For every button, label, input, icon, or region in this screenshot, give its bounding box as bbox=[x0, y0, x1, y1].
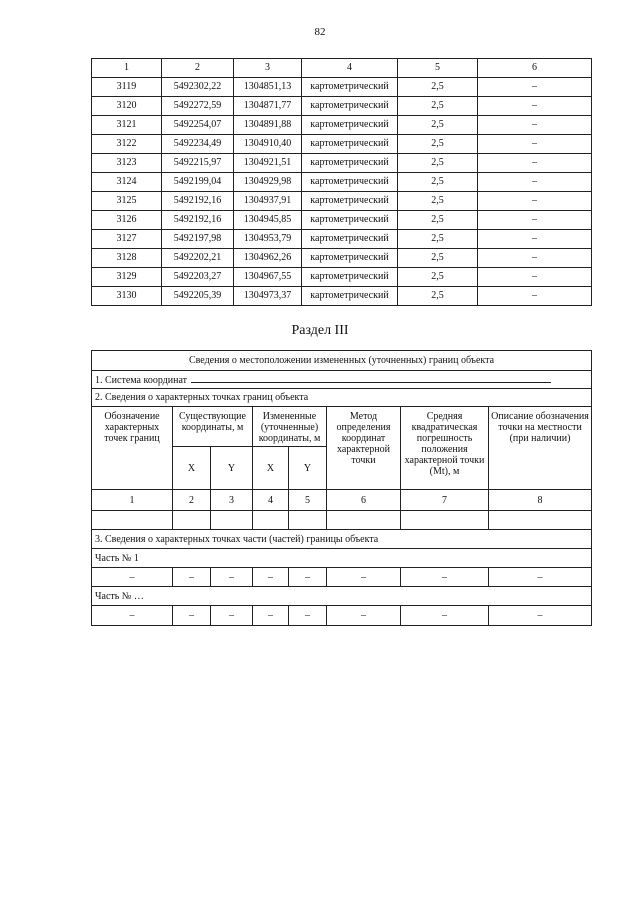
table-cell: картометрический bbox=[302, 135, 398, 154]
col-number: 2 bbox=[173, 490, 211, 511]
table-cell: 2,5 bbox=[398, 173, 478, 192]
table-row bbox=[92, 173, 592, 192]
empty-cell bbox=[173, 511, 211, 530]
table-cell: – bbox=[478, 249, 592, 268]
table-cell: – bbox=[478, 78, 592, 97]
dash-cell: – bbox=[489, 568, 592, 587]
table-cell: картометрический bbox=[302, 192, 398, 211]
column-header: 3 bbox=[234, 59, 302, 78]
table-cell: – bbox=[478, 268, 592, 287]
dash-cell: – bbox=[92, 606, 173, 626]
table-cell: 3127 bbox=[92, 230, 162, 249]
existing-y-header: Y bbox=[211, 447, 253, 490]
empty-cell bbox=[211, 511, 253, 530]
table-cell: 5492199,04 bbox=[162, 173, 234, 192]
table-cell: 3123 bbox=[92, 154, 162, 173]
existing-x-header: X bbox=[173, 447, 211, 490]
table-cell: 5492234,49 bbox=[162, 135, 234, 154]
table-cell: картометрический bbox=[302, 173, 398, 192]
points-title: 2. Сведения о характерных точках границ объекта bbox=[92, 389, 592, 407]
column-header: 2 bbox=[162, 59, 234, 78]
coordinates-table-body bbox=[92, 59, 592, 306]
table-cell: 1304871,77 bbox=[234, 97, 302, 116]
table-cell: 3126 bbox=[92, 211, 162, 230]
table-cell: – bbox=[478, 173, 592, 192]
table-cell: – bbox=[478, 154, 592, 173]
col-designation-header: Обозначение характерных точек границ bbox=[92, 407, 173, 490]
table-cell: 1304953,79 bbox=[234, 230, 302, 249]
table-cell: 1304973,37 bbox=[234, 287, 302, 306]
table-cell: картометрический bbox=[302, 97, 398, 116]
col-number: 6 bbox=[327, 490, 401, 511]
dash-cell: – bbox=[327, 606, 401, 626]
table-cell: 1304910,40 bbox=[234, 135, 302, 154]
col-number: 1 bbox=[92, 490, 173, 511]
table-cell: 1304945,85 bbox=[234, 211, 302, 230]
table-cell: 2,5 bbox=[398, 135, 478, 154]
table-cell: картометрический bbox=[302, 249, 398, 268]
table-cell: 2,5 bbox=[398, 268, 478, 287]
coord-system-label: 1. Система координат bbox=[95, 374, 188, 386]
partn-title-row bbox=[92, 587, 592, 606]
boundary-info-table bbox=[91, 350, 592, 626]
dash-cell: – bbox=[289, 606, 327, 626]
table-caption: Сведения о местоположении измененных (уточненных) границ объекта bbox=[92, 351, 592, 371]
table-cell: 2,5 bbox=[398, 287, 478, 306]
column-header: 6 bbox=[478, 59, 592, 78]
table-cell: 3125 bbox=[92, 192, 162, 211]
table-cell: 5492192,16 bbox=[162, 192, 234, 211]
table-cell: 1304921,51 bbox=[234, 154, 302, 173]
col-changed-header: Измененные (уточненные) координаты, м bbox=[253, 407, 327, 447]
table-row bbox=[92, 97, 592, 116]
parts-title-row bbox=[92, 530, 592, 549]
table-cell: – bbox=[478, 287, 592, 306]
table-cell: – bbox=[478, 135, 592, 154]
col-method-header: Метод определения координат характерной точки bbox=[327, 407, 401, 490]
column-header: 1 bbox=[92, 59, 162, 78]
table-cell: 5492302,22 bbox=[162, 78, 234, 97]
table-row bbox=[92, 230, 592, 249]
column-numbers-row bbox=[92, 490, 592, 511]
table-cell: – bbox=[478, 97, 592, 116]
col-number: 3 bbox=[211, 490, 253, 511]
table-cell: картометрический bbox=[302, 230, 398, 249]
changed-x-header: X bbox=[253, 447, 289, 490]
empty-cell bbox=[401, 511, 489, 530]
empty-data-row bbox=[92, 511, 592, 530]
table-cell: 3130 bbox=[92, 287, 162, 306]
table-cell: 3129 bbox=[92, 268, 162, 287]
header-row-1 bbox=[92, 407, 592, 447]
dash-cell: – bbox=[401, 606, 489, 626]
table-cell: 3120 bbox=[92, 97, 162, 116]
table-cell: 5492197,98 bbox=[162, 230, 234, 249]
table-cell: 1304937,91 bbox=[234, 192, 302, 211]
table-cell: 2,5 bbox=[398, 154, 478, 173]
column-header: 4 bbox=[302, 59, 398, 78]
coord-system-row bbox=[92, 371, 592, 389]
empty-cell bbox=[327, 511, 401, 530]
dash-cell: – bbox=[289, 568, 327, 587]
table-cell: 2,5 bbox=[398, 249, 478, 268]
table-cell: картометрический bbox=[302, 154, 398, 173]
table-row bbox=[92, 211, 592, 230]
table-row bbox=[92, 268, 592, 287]
coordinates-table bbox=[91, 58, 592, 306]
table-cell: картометрический bbox=[302, 268, 398, 287]
col-number: 4 bbox=[253, 490, 289, 511]
part1-data-row bbox=[92, 568, 592, 587]
table-cell: 2,5 bbox=[398, 211, 478, 230]
table-cell: картометрический bbox=[302, 116, 398, 135]
part1-title: Часть № 1 bbox=[92, 549, 592, 568]
table-cell: 1304962,26 bbox=[234, 249, 302, 268]
coord-system-cell bbox=[92, 371, 592, 389]
table-cell: 2,5 bbox=[398, 116, 478, 135]
table-cell: – bbox=[478, 230, 592, 249]
table-row bbox=[92, 154, 592, 173]
partn-title: Часть № … bbox=[92, 587, 592, 606]
parts-title: 3. Сведения о характерных точках части (частей) границы объекта bbox=[92, 530, 592, 549]
table-row bbox=[92, 78, 592, 97]
col-existing-header: Существующие координаты, м bbox=[173, 407, 253, 447]
col-number: 5 bbox=[289, 490, 327, 511]
table-row bbox=[92, 249, 592, 268]
table-cell: 5492254,07 bbox=[162, 116, 234, 135]
dash-cell: – bbox=[327, 568, 401, 587]
table-cell: 3121 bbox=[92, 116, 162, 135]
dash-cell: – bbox=[173, 606, 211, 626]
table-cell: 1304891,88 bbox=[234, 116, 302, 135]
table-cell: 3124 bbox=[92, 173, 162, 192]
points-title-row bbox=[92, 389, 592, 407]
table-cell: картометрический bbox=[302, 211, 398, 230]
col-number: 7 bbox=[401, 490, 489, 511]
empty-cell bbox=[253, 511, 289, 530]
table-cell: 3119 bbox=[92, 78, 162, 97]
table-cell: 2,5 bbox=[398, 230, 478, 249]
table-cell: 5492202,21 bbox=[162, 249, 234, 268]
coordinates-header-row bbox=[92, 59, 592, 78]
col-error-header: Средняя квадратическая погрешность положения характерной точки (Mt), м bbox=[401, 407, 489, 490]
table-cell: картометрический bbox=[302, 78, 398, 97]
col-description-header: Описание обозначения точки на местности (при наличии) bbox=[489, 407, 592, 490]
table-cell: 1304851,13 bbox=[234, 78, 302, 97]
table-cell: картометрический bbox=[302, 287, 398, 306]
table-cell: 1304929,98 bbox=[234, 173, 302, 192]
table-cell: 2,5 bbox=[398, 192, 478, 211]
coord-system-fill-line bbox=[191, 374, 551, 383]
empty-cell bbox=[92, 511, 173, 530]
table-cell: 2,5 bbox=[398, 78, 478, 97]
dash-cell: – bbox=[92, 568, 173, 587]
part1-title-row bbox=[92, 549, 592, 568]
table-cell: – bbox=[478, 116, 592, 135]
empty-cell bbox=[289, 511, 327, 530]
dash-cell: – bbox=[401, 568, 489, 587]
column-header: 5 bbox=[398, 59, 478, 78]
table-cell: 5492272,59 bbox=[162, 97, 234, 116]
table-cell: 2,5 bbox=[398, 97, 478, 116]
dash-cell: – bbox=[211, 606, 253, 626]
dash-cell: – bbox=[211, 568, 253, 587]
table-cell: 3122 bbox=[92, 135, 162, 154]
table-row bbox=[92, 135, 592, 154]
table-cell: – bbox=[478, 211, 592, 230]
section-title: Раздел III bbox=[291, 323, 349, 338]
table-cell: 5492205,39 bbox=[162, 287, 234, 306]
dash-cell: – bbox=[253, 606, 289, 626]
dash-cell: – bbox=[489, 606, 592, 626]
table-cell: 5492215,97 bbox=[162, 154, 234, 173]
table-row bbox=[92, 192, 592, 211]
col-number: 8 bbox=[489, 490, 592, 511]
table-row bbox=[92, 287, 592, 306]
empty-cell bbox=[489, 511, 592, 530]
table-cell: – bbox=[478, 192, 592, 211]
dash-cell: – bbox=[173, 568, 211, 587]
page-number: 82 bbox=[314, 26, 326, 38]
table-cell: 5492203,27 bbox=[162, 268, 234, 287]
table-row bbox=[92, 116, 592, 135]
table-cell: 1304967,55 bbox=[234, 268, 302, 287]
partn-data-row bbox=[92, 606, 592, 626]
dash-cell: – bbox=[253, 568, 289, 587]
table-caption-row bbox=[92, 351, 592, 371]
table-cell: 5492192,16 bbox=[162, 211, 234, 230]
table-cell: 3128 bbox=[92, 249, 162, 268]
changed-y-header: Y bbox=[289, 447, 327, 490]
